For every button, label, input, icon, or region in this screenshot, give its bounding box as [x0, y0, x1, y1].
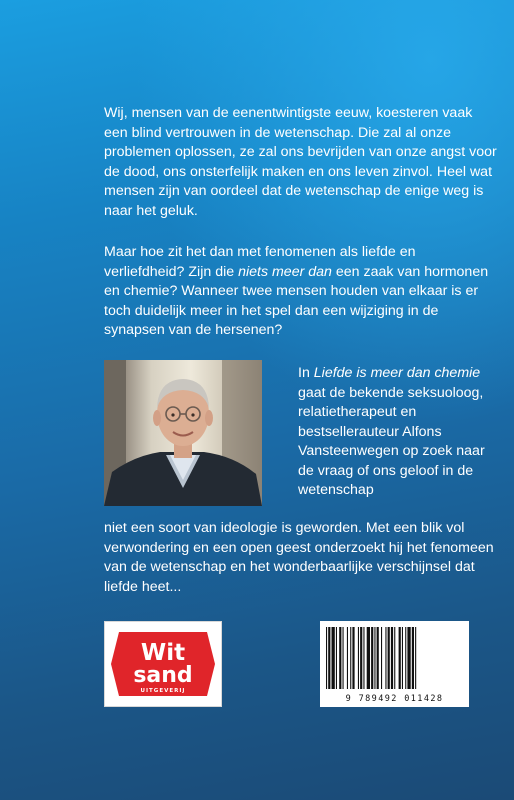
barcode-bar [343, 627, 344, 689]
barcode-bar [328, 627, 330, 689]
barcode-bar [381, 627, 382, 689]
book-title: Liefde is meer dan chemie [313, 365, 481, 381]
logo-tagline: UITGEVERIJ [140, 688, 186, 694]
blurb-intro: In [298, 365, 314, 381]
barcode-bar [385, 627, 386, 689]
barcode-bar [412, 627, 414, 689]
barcode-bar [336, 627, 337, 689]
barcode-bar [367, 627, 370, 689]
publisher-logo [104, 621, 222, 707]
blurb-paragraph-1: Wij, mensen van de eenentwintigste eeuw, koesteren vaak een blind vertrouwen in de wetenschap. Die zal al onze problemen oplossen, ze zal ons bevrijden van onze angst voor de dood, ons onsterfelijk maken en ons leven zinvol. Heel wat mensen zijn van oordeel dat de wetenschap de enige weg is naar het geluk. [104, 105, 497, 219]
logo-line-1: Wit [140, 640, 186, 666]
logo-line-2: sand [133, 663, 193, 688]
barcode-bar [326, 627, 327, 689]
barcode-bar [405, 627, 406, 689]
barcode-bar [374, 627, 375, 689]
blurb-emphasis: niets meer dan [238, 263, 332, 280]
barcode-bar [358, 627, 359, 689]
barcode-bar [339, 627, 341, 689]
blurb-paragraph-2-part-1: Maar hoe zit het dan met fenomenen als liefde en verliefdheid? Zijn die [104, 244, 416, 280]
isbn-barcode [320, 621, 469, 707]
barcode-bar [360, 627, 362, 689]
barcode-bar [415, 627, 416, 689]
barcode-bar [399, 627, 401, 689]
isbn-number: 9 789492 011428 [345, 694, 444, 704]
blurb-paragraph-2-part-2: een zaak van hormonen en chemie? Wanneer twee mensen houden van elkaar is er toch duidelijk meer in het spel dan een wijziging in de synapsen van de hersenen? [104, 263, 489, 338]
barcode-bar [377, 627, 379, 689]
barcode-bar [394, 627, 395, 689]
barcode-bar [352, 627, 354, 689]
blurb-paragraph-3-full-width: niet een soort van ideologie is geworden. Met een blik vol verwondering en een open geest onderzoekt hij het fenomeen van de wetenschap en het wonderbaarlijke verschijnsel dat liefde heet... [104, 520, 494, 595]
blurb-column-text: gaat de bekende seksuoloog, relatietherapeut en bestsellerauteur Alfons Vansteenwegen op zoek naar de vraag of ons geloof in de wetenschap [298, 384, 485, 498]
barcode-bar [363, 627, 364, 689]
blurb-paragraph-3-column [298, 364, 498, 501]
barcode-bar [371, 627, 373, 689]
barcode-bar [402, 627, 403, 689]
barcode-bar [332, 627, 335, 689]
author-photo [104, 360, 262, 506]
barcode-bar [388, 627, 390, 689]
barcode-bar [350, 627, 351, 689]
blurb-paragraph-2 [104, 243, 499, 341]
barcode-bar [347, 627, 348, 689]
barcode-bar [391, 627, 393, 689]
barcode-bar [407, 627, 410, 689]
